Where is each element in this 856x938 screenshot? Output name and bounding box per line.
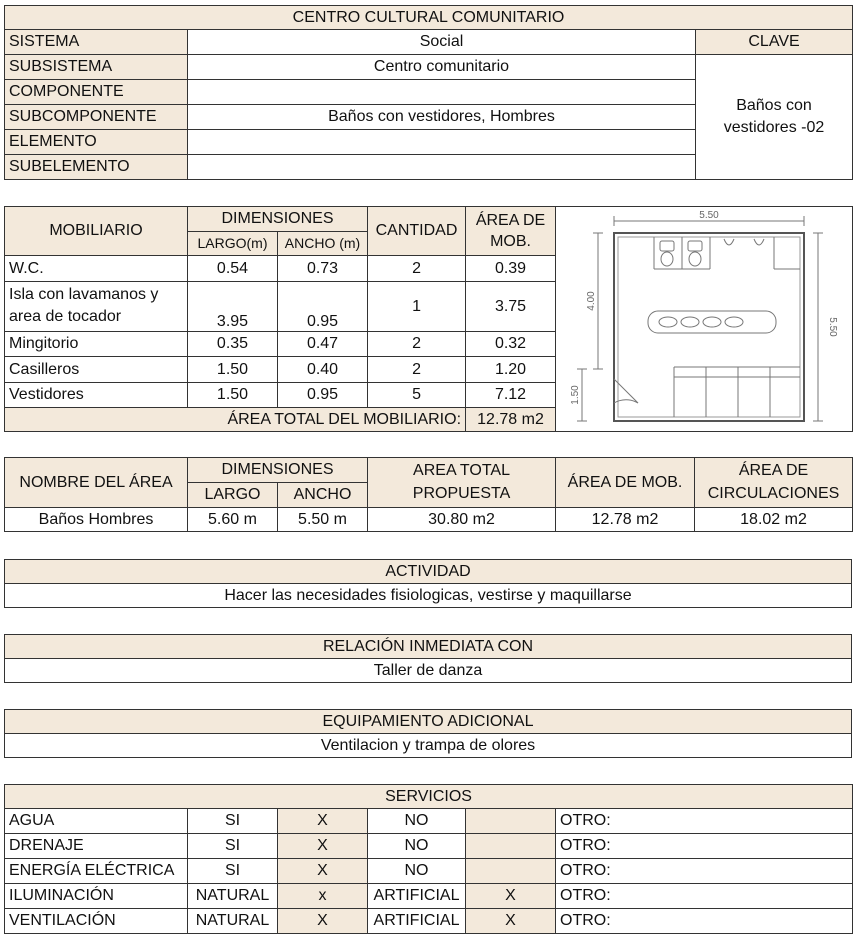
servicio-name: AGUA [5,809,188,834]
col-area-mob: ÁREA DE MOB. [466,207,556,256]
servicio-opt1: NATURAL [188,884,278,909]
mob-ancho: 0.95 [278,382,368,407]
plan-left-dimension: 4.00 [586,291,598,311]
mob-name: Isla con lavamanos y area de tocador [5,281,188,331]
servicio-otro: OTRO: [556,859,853,884]
mob-area: 1.20 [466,357,556,382]
servicio-otro: OTRO: [556,809,853,834]
servicios-title: SERVICIOS [5,785,853,809]
value-sistema: Social [188,30,696,55]
servicio-opt1: SI [188,859,278,884]
servicio-opt2: NO [368,859,466,884]
clave-label: CLAVE [696,30,853,55]
clave-value: Baños con vestidores -02 [696,55,853,180]
col-ancho: ANCHO (m) [278,232,368,256]
equipamiento-title: EQUIPAMIENTO ADICIONAL [5,710,852,734]
mob-largo: 3.95 [188,281,278,331]
label-sistema: SISTEMA [5,30,188,55]
relacion-title: RELACIÓN INMEDIATA CON [5,635,852,659]
servicio-otro: OTRO: [556,909,853,934]
mob-area: 7.12 [466,382,556,407]
mob-ancho: 0.73 [278,256,368,281]
total-mobiliario-value: 12.78 m2 [466,407,556,431]
area-nombre: Baños Hombres [5,508,188,532]
servicio-mark2 [466,809,556,834]
servicio-mark1: X [278,909,368,934]
mob-ancho: 0.47 [278,332,368,357]
mob-largo: 0.54 [188,256,278,281]
servicio-opt1: NATURAL [188,909,278,934]
servicio-name: DRENAJE [5,834,188,859]
label-subcomponente: SUBCOMPONENTE [5,105,188,130]
mob-ancho: 0.40 [278,357,368,382]
mob-name: W.C. [5,256,188,281]
value-subelemento [188,155,696,180]
area-ancho: 5.50 m [278,508,368,532]
label-subsistema: SUBSISTEMA [5,55,188,80]
servicio-mark2 [466,834,556,859]
plan-top-dimension: 5.50 [699,210,719,221]
plan-bottom-left-dimension: 1.50 [570,385,582,405]
servicio-name: VENTILACIÓN [5,909,188,934]
servicio-opt2: ARTIFICIAL [368,884,466,909]
area-table [4,457,853,532]
servicio-mark2: X [466,909,556,934]
mob-largo: 0.35 [188,332,278,357]
mob-ancho: 0.95 [278,281,368,331]
col-mobiliario: MOBILIARIO [5,207,188,256]
servicio-name: ILUMINACIÓN [5,884,188,909]
area-total: 30.80 m2 [368,508,556,532]
mob-cantidad: 2 [368,256,466,281]
actividad-table [4,559,852,608]
actividad-value: Hacer las necesidades fisiologicas, vestirse y maquillarse [5,584,852,608]
col-nombre-area: NOMBRE DEL ÁREA [5,458,188,508]
servicio-mark1: X [278,809,368,834]
mobiliario-table [4,206,853,432]
col-cantidad: CANTIDAD [368,207,466,256]
mob-name: Casilleros [5,357,188,382]
label-subelemento: SUBELEMENTO [5,155,188,180]
mob-largo: 1.50 [188,357,278,382]
actividad-title: ACTIVIDAD [5,560,852,584]
mob-cantidad: 5 [368,382,466,407]
mob-name: Vestidores [5,382,188,407]
value-subcomponente: Baños con vestidores, Hombres [188,105,696,130]
relacion-value: Taller de danza [5,659,852,683]
mob-cantidad: 1 [368,281,466,331]
col-area-total: AREA TOTAL PROPUESTA [368,458,556,508]
col-area-circulaciones: ÁREA DE CIRCULACIONES [695,458,853,508]
equipamiento-table [4,709,852,758]
mob-area: 0.32 [466,332,556,357]
col-area-dimensiones: DIMENSIONES [188,458,368,483]
mob-name: Mingitorio [5,332,188,357]
servicio-mark2: X [466,884,556,909]
mob-area: 3.75 [466,281,556,331]
servicio-opt2: NO [368,809,466,834]
plan-right-dimension: 5.50 [827,317,839,337]
floor-plan-cell [556,207,853,432]
area-circulaciones: 18.02 m2 [695,508,853,532]
value-elemento [188,130,696,155]
servicios-table [4,784,853,934]
servicio-opt1: SI [188,834,278,859]
servicio-opt2: NO [368,834,466,859]
col-area-largo: LARGO [188,483,278,508]
value-subsistema: Centro comunitario [188,55,696,80]
equipamiento-value: Ventilacion y trampa de olores [5,734,852,758]
servicio-opt2: ARTIFICIAL [368,909,466,934]
label-elemento: ELEMENTO [5,130,188,155]
mob-area: 0.39 [466,256,556,281]
col-area-mob: ÁREA DE MOB. [556,458,695,508]
servicio-otro: OTRO: [556,834,853,859]
servicio-otro: OTRO: [556,884,853,909]
relacion-table [4,634,852,683]
servicio-mark1: x [278,884,368,909]
servicio-name: ENERGÍA ELÉCTRICA [5,859,188,884]
floor-plan-drawing [556,207,853,431]
servicio-mark1: X [278,834,368,859]
servicio-opt1: SI [188,809,278,834]
mob-cantidad: 2 [368,357,466,382]
col-area-ancho: ANCHO [278,483,368,508]
label-componente: COMPONENTE [5,80,188,105]
header-table [4,5,853,180]
area-largo: 5.60 m [188,508,278,532]
value-componente [188,80,696,105]
servicio-mark1: X [278,859,368,884]
col-dimensiones: DIMENSIONES [188,207,368,232]
mob-cantidad: 2 [368,332,466,357]
form-title: CENTRO CULTURAL COMUNITARIO [5,6,853,30]
col-largo: LARGO(m) [188,232,278,256]
servicio-mark2 [466,859,556,884]
area-mob: 12.78 m2 [556,508,695,532]
mob-largo: 1.50 [188,382,278,407]
total-mobiliario-label: ÁREA TOTAL DEL MOBILIARIO: [5,407,466,431]
